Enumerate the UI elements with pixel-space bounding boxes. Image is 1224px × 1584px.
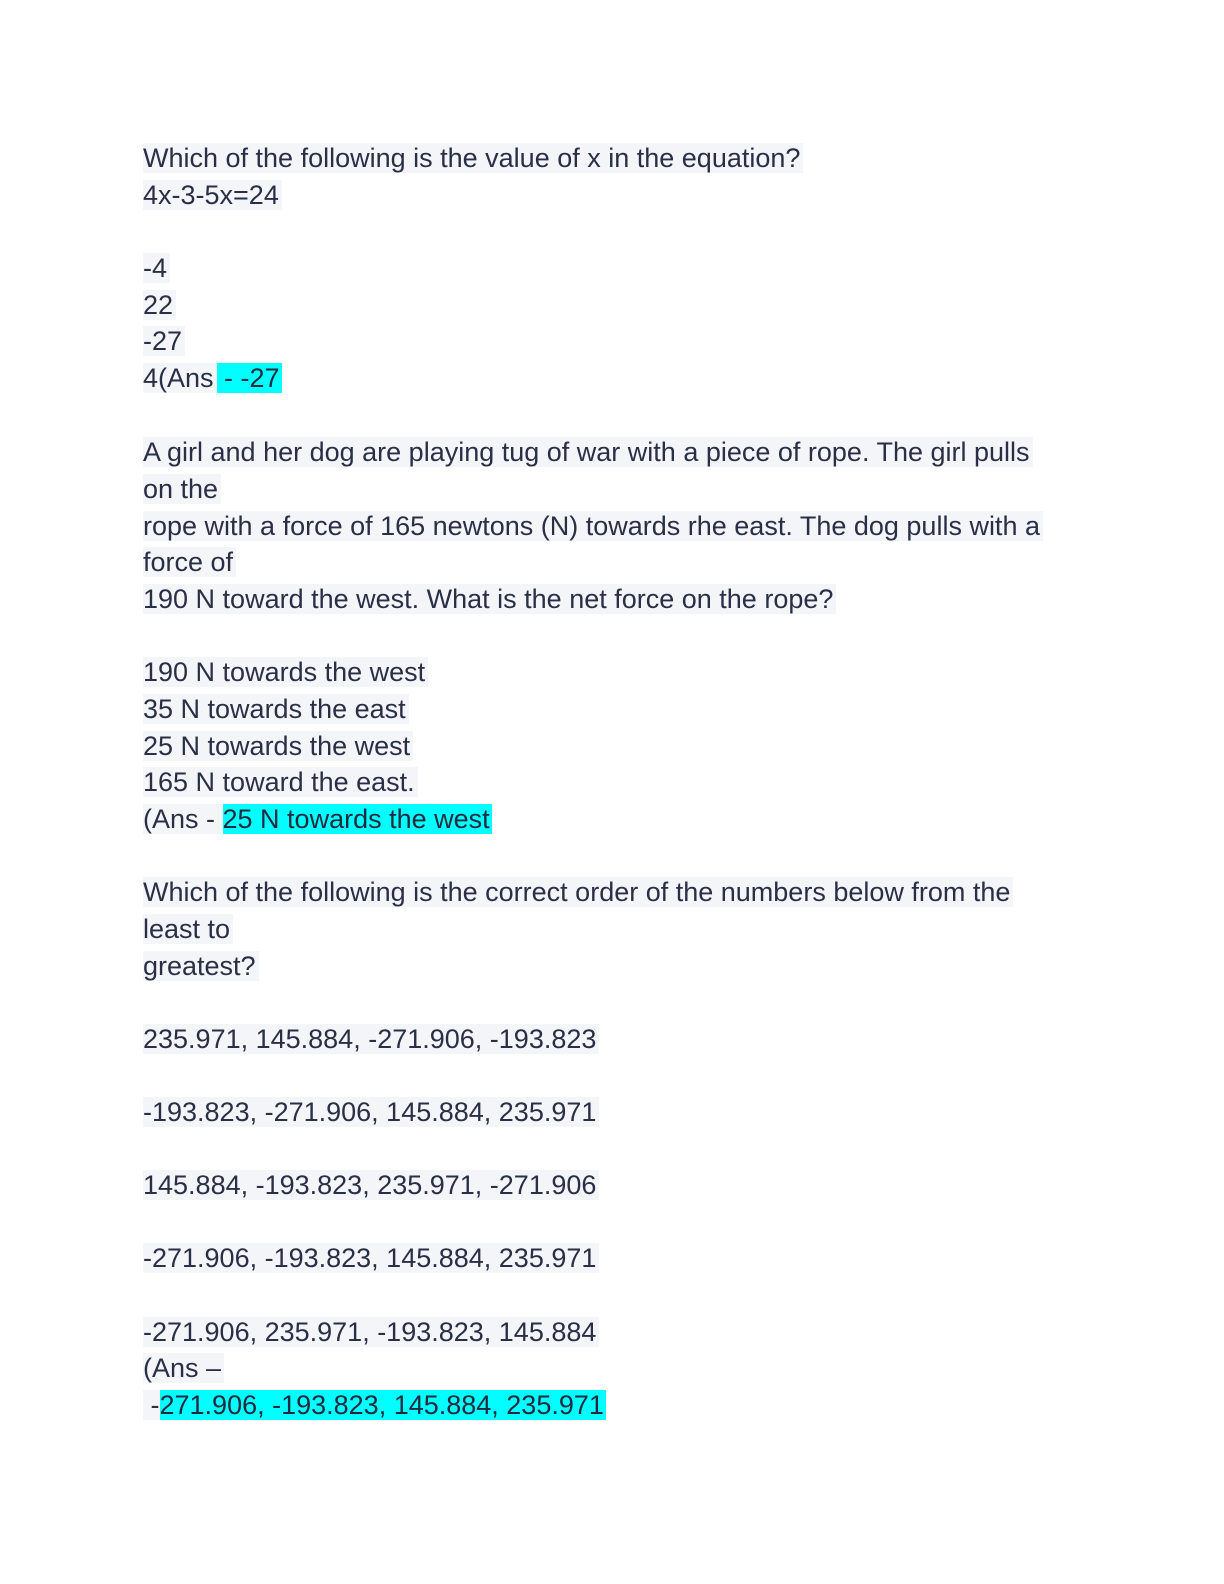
q2-option: 35 N towards the east [143,691,409,728]
q2-question-line: A girl and her dog are playing tug of war with a piece of rope. The girl pulls [143,434,1033,471]
q1-option: -4 [143,250,170,287]
q1-option: -27 [143,323,185,360]
q3-answer [143,1387,606,1424]
q2-option: 165 N toward the east. [143,764,418,801]
q1-question: Which of the following is the value of x in the equation? [143,140,803,177]
q3-option: -193.823, -271.906, 145.884, 235.971 [143,1094,599,1131]
q1-option: 22 [143,287,176,324]
q3-option: -271.906, -193.823, 145.884, 235.971 [143,1240,599,1277]
q3-question-line: least to [143,911,233,948]
q3-answer-highlight: 271.906, -193.823, 145.884, 235.971 [159,1390,604,1420]
q2-question-line: 190 N toward the west. What is the net force on the rope? [143,581,836,618]
q3-question-line: greatest? [143,948,259,985]
q1-answer-highlight: - -27 [216,363,280,393]
q3-question-line: Which of the following is the correct order of the numbers below from the [143,874,1013,911]
q1-answer [143,360,282,397]
q3-answer-prefix: (Ans – [143,1350,224,1387]
q2-question-line: rope with a force of 165 newtons (N) towards rhe east. The dog pulls with a [143,508,1043,545]
q2-answer-highlight: 25 N towards the west [222,804,490,834]
q2-answer-prefix: (Ans - [143,804,223,834]
q2-option: 190 N towards the west [143,654,428,691]
q2-option: 25 N towards the west [143,728,413,765]
q3-answer-lead: - [143,1390,160,1420]
q3-option: 145.884, -193.823, 235.971, -271.906 [143,1167,599,1204]
q1-answer-prefix: 4(Ans [143,363,217,393]
q2-question-line: force of [143,544,236,581]
q3-option: -271.906, 235.971, -193.823, 145.884 [143,1314,599,1351]
q2-question-line: on the [143,471,221,508]
q1-equation: 4x-3-5x=24 [143,177,282,214]
q2-answer [143,801,492,838]
q3-option: 235.971, 145.884, -271.906, -193.823 [143,1021,599,1058]
